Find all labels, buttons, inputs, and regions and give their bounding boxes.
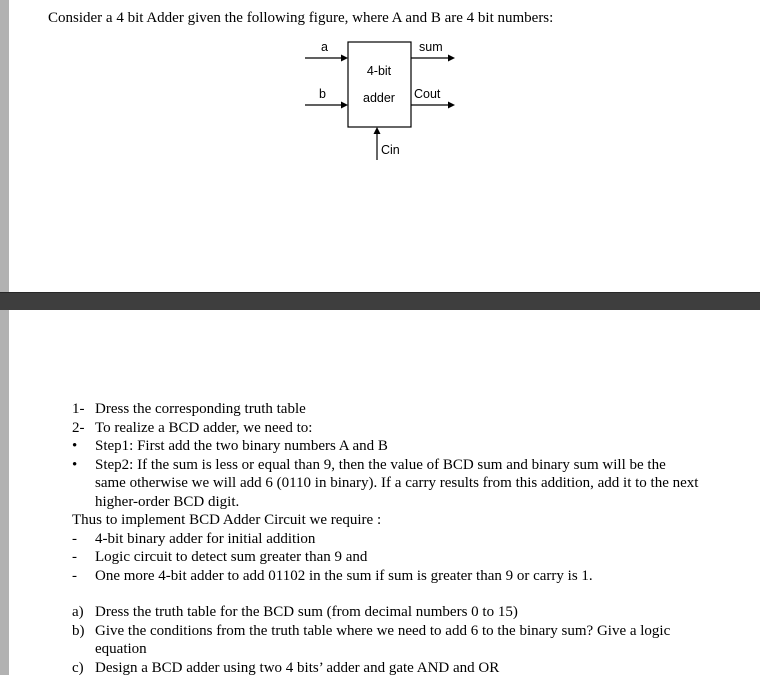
arrowhead-output-cout <box>448 102 455 109</box>
list-text: One more 4-bit adder to add 01102 in the sum if sum is greater than 9 or carry is 1. <box>95 567 593 584</box>
page-2 <box>0 310 760 675</box>
question-marker: b) <box>72 622 85 639</box>
adder-box-label-line2: adder <box>363 91 395 105</box>
bullet-marker: • <box>72 438 78 454</box>
label-input-b: b <box>319 87 326 101</box>
question-a <box>72 603 700 622</box>
list-item-2 <box>72 419 700 438</box>
dash-item-3 <box>72 567 700 586</box>
question-marker: c) <box>72 659 84 675</box>
label-output-cout: Cout <box>414 87 441 101</box>
page-break-divider <box>0 292 760 310</box>
question-intro: Consider a 4 bit Adder given the following figure, where A and B are 4 bit numbers: <box>48 10 554 26</box>
question-c <box>72 659 700 675</box>
questions-group <box>72 603 700 675</box>
dash-item-1 <box>72 530 700 549</box>
label-input-cin: Cin <box>381 143 400 157</box>
list-marker: 1- <box>72 401 85 417</box>
bullet-marker: • <box>72 456 78 473</box>
thus-statement: Thus to implement BCD Adder Circuit we require : <box>72 512 382 528</box>
question-text: Design a BCD adder using two 4 bits’ adder and gate AND and OR <box>95 659 500 675</box>
adder-box-label-line1: 4-bit <box>366 64 392 78</box>
list-text: Dress the corresponding truth table <box>95 401 306 417</box>
dash-marker: - <box>72 549 77 565</box>
arrowhead-input-b <box>341 102 348 109</box>
adder-diagram <box>295 32 470 167</box>
page-1 <box>0 0 760 292</box>
question-marker: a) <box>72 604 84 620</box>
adder-box <box>348 42 411 127</box>
arrowhead-output-sum <box>448 55 455 62</box>
label-output-sum: sum <box>419 40 443 54</box>
dash-marker: - <box>72 530 77 547</box>
list-item-1 <box>72 400 700 419</box>
bullet-item-step2 <box>72 456 700 512</box>
viewer-left-edge <box>0 0 9 675</box>
question-text: Give the conditions from the truth table where we need to add 6 to the binary sum? Give a logic equation <box>95 622 671 657</box>
bullet-item-step1 <box>72 437 700 456</box>
list-marker: 2- <box>72 419 85 436</box>
list-text: Step2: If the sum is less or equal than 9, then the value of BCD sum and binary sum will be the same otherwise we will add 6 (0110 in binary). If a carry results from this addition, add it to the next higher-order BCD digit. <box>95 456 699 510</box>
dash-marker: - <box>72 567 77 584</box>
list-text: Logic circuit to detect sum greater than 9 and <box>95 549 368 565</box>
arrowhead-input-a <box>341 55 348 62</box>
list-text: 4-bit binary adder for initial addition <box>95 530 316 547</box>
dash-item-2 <box>72 548 700 567</box>
question-text: Dress the truth table for the BCD sum (from decimal numbers 0 to 15) <box>95 604 518 620</box>
list-text: To realize a BCD adder, we need to: <box>95 419 313 436</box>
adder-diagram-svg <box>295 32 470 167</box>
question-b <box>72 622 700 659</box>
arrowhead-input-cin <box>374 127 381 134</box>
list-text: Step1: First add the two binary numbers A and B <box>95 438 388 454</box>
label-input-a: a <box>321 40 328 54</box>
